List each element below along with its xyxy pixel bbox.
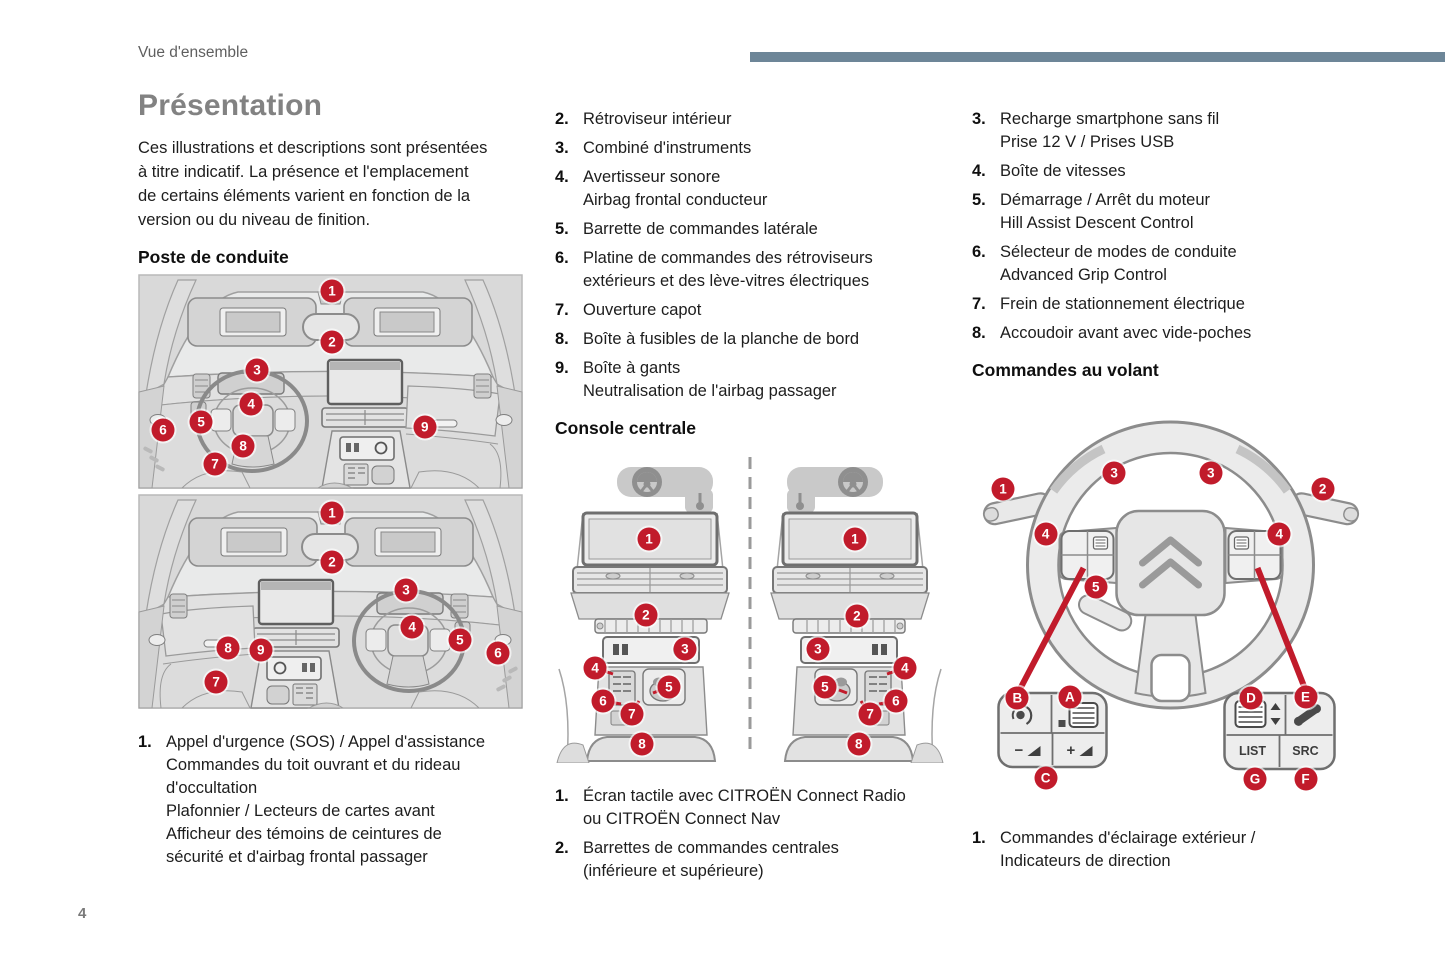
callout-2: 2 — [845, 605, 868, 628]
item-number: 1. — [138, 733, 152, 751]
list-item — [972, 241, 1375, 287]
page-number: 4 — [78, 905, 87, 922]
item-number: 5. — [555, 220, 569, 238]
list-item — [555, 299, 945, 322]
callout-8: 8 — [847, 732, 870, 755]
item-text: Écran tactile avec CITROËN Connect Radio ou CITROËN Connect Nav — [583, 787, 906, 828]
callout-5: 5 — [448, 628, 471, 651]
section-heading-console-centrale: Console centrale — [555, 418, 697, 438]
list-item — [555, 247, 945, 293]
callout-1: 1 — [843, 527, 866, 550]
callout-F: F — [1294, 768, 1317, 791]
callout-2: 2 — [321, 550, 344, 573]
callout-7: 7 — [859, 703, 882, 726]
callout-D: D — [1239, 686, 1262, 709]
item-text: Barrette de commandes latérale — [583, 220, 818, 238]
callout-A: A — [1058, 686, 1081, 709]
callout-2: 2 — [321, 330, 344, 353]
callout-1: 1 — [321, 279, 344, 302]
illustration-steering-wheel — [972, 393, 1370, 805]
text-line: à titre indicatif. La présence et l'emplacement — [138, 163, 469, 181]
item-text: Démarrage / Arrêt du moteur Hill Assist Descent Control — [1000, 191, 1211, 232]
item-number: 8. — [972, 324, 986, 342]
volant-list-item-1 — [972, 819, 1375, 873]
console-drawing — [555, 451, 945, 763]
item-text: Boîte de vitesses — [1000, 162, 1126, 180]
item-text: Platine de commandes des rétroviseurs extérieurs et des lève-vitres électriques — [583, 249, 873, 290]
list-item — [555, 166, 945, 212]
list-item — [138, 731, 530, 869]
callout-1: 1 — [992, 477, 1015, 500]
poste-list-items-2-9 — [555, 100, 945, 403]
list-item — [972, 322, 1375, 345]
item-number: 2. — [555, 110, 569, 128]
text-line: de certains éléments varient en fonction de la — [138, 187, 471, 205]
text-line: version ou du niveau de finition. — [138, 211, 371, 229]
text-line: Ces illustrations et descriptions sont présentées — [138, 139, 488, 157]
column-right — [972, 100, 1375, 879]
list-item — [555, 328, 945, 351]
list-item — [555, 837, 945, 883]
item-number: 4. — [972, 162, 986, 180]
item-number: 7. — [972, 295, 986, 313]
item-number: 9. — [555, 359, 569, 377]
list-item — [972, 160, 1375, 183]
console-list-items-1-2 — [555, 777, 945, 883]
callout-6: 6 — [591, 689, 614, 712]
list-button-label: LIST — [1238, 744, 1267, 758]
callout-3: 3 — [394, 579, 417, 602]
callout-6: 6 — [486, 642, 509, 665]
item-text: Boîte à gants Neutralisation de l'airbag passager — [583, 359, 837, 400]
item-text: Barrettes de commandes centrales (inférieure et supérieure) — [583, 839, 839, 880]
callout-8: 8 — [217, 636, 240, 659]
list-item — [555, 137, 945, 160]
item-text: Ouverture capot — [583, 301, 702, 319]
illustration-dashboard-rhd — [138, 494, 523, 709]
callout-4: 4 — [401, 616, 424, 639]
item-number: 5. — [972, 191, 986, 209]
list-item — [555, 785, 945, 831]
callout-3: 3 — [806, 638, 829, 661]
intro-text — [138, 136, 530, 232]
item-text: Commandes d'éclairage extérieur / Indicateurs de direction — [1000, 829, 1256, 870]
callout-9: 9 — [413, 416, 436, 439]
item-number: 2. — [555, 839, 569, 857]
dashboard-drawing-mirrored — [138, 494, 523, 709]
callout-3: 3 — [673, 638, 696, 661]
item-text: Sélecteur de modes de conduite Advanced Grip Control — [1000, 243, 1237, 284]
console-list-items-3-8 — [972, 100, 1375, 345]
section-heading-commandes-au-volant: Commandes au volant — [972, 360, 1159, 380]
section-heading-poste-de-conduite: Poste de conduite — [138, 247, 289, 267]
svg-text:−: − — [1014, 742, 1024, 759]
list-item — [972, 189, 1375, 235]
item-text: Frein de stationnement électrique — [1000, 295, 1245, 313]
callout-7: 7 — [620, 703, 643, 726]
src-button-label: SRC — [1292, 744, 1319, 758]
callout-6: 6 — [884, 689, 907, 712]
callout-C: C — [1034, 766, 1057, 789]
callout-2: 2 — [634, 604, 657, 627]
callout-4: 4 — [584, 657, 607, 680]
column-middle — [555, 100, 945, 889]
page-title: Présentation — [138, 89, 323, 122]
item-number: 6. — [972, 243, 986, 261]
item-text: Boîte à fusibles de la planche de bord — [583, 330, 860, 348]
callout-7: 7 — [205, 670, 228, 693]
column-left — [138, 88, 530, 875]
item-number: 1. — [555, 787, 569, 805]
item-text: Recharge smartphone sans fil Prise 12 V / Prises USB — [1000, 110, 1220, 151]
callout-6: 6 — [152, 419, 175, 442]
item-text: Accoudoir avant avec vide-poches — [1000, 324, 1252, 342]
callout-8: 8 — [232, 435, 255, 458]
item-number: 8. — [555, 330, 569, 348]
item-text: Appel d'urgence (SOS) / Appel d'assistance Commandes du toit ouvrant et du rideau d'occultation Plafonnier / Lecteurs de cartes avant Afficheur des témoins de ceintures de sécurité et d'airbag frontal passager — [166, 733, 486, 866]
callout-4: 4 — [1268, 522, 1291, 545]
callout-3: 3 — [1103, 461, 1126, 484]
callout-B: B — [1006, 686, 1029, 709]
item-number: 1. — [972, 829, 986, 847]
callout-4: 4 — [240, 393, 263, 416]
callout-9: 9 — [249, 639, 272, 662]
callout-5: 5 — [1084, 576, 1107, 599]
callout-1: 1 — [637, 527, 660, 550]
item-number: 3. — [555, 139, 569, 157]
poste-list-item-1 — [138, 723, 530, 869]
list-item — [555, 108, 945, 131]
callout-5: 5 — [813, 675, 836, 698]
callout-4: 4 — [1034, 522, 1057, 545]
callout-G: G — [1243, 768, 1266, 791]
callout-7: 7 — [204, 453, 227, 476]
breadcrumb: Vue d'ensemble — [138, 44, 249, 61]
steering-wheel-drawing — [972, 393, 1370, 805]
list-item — [972, 293, 1375, 316]
callout-4: 4 — [893, 657, 916, 680]
item-number: 7. — [555, 301, 569, 319]
list-item — [555, 218, 945, 241]
callout-5: 5 — [657, 675, 680, 698]
list-item — [972, 108, 1375, 154]
item-number: 4. — [555, 168, 569, 186]
callout-5: 5 — [190, 410, 213, 433]
svg-text:+: + — [1066, 742, 1076, 759]
illustration-console-centrale — [555, 451, 945, 763]
callout-3: 3 — [1199, 461, 1222, 484]
illustration-dashboard-lhd — [138, 274, 523, 489]
callout-1: 1 — [321, 501, 344, 524]
item-number: 3. — [972, 110, 986, 128]
item-text: Rétroviseur intérieur — [583, 110, 732, 128]
callout-3: 3 — [245, 359, 268, 382]
callout-8: 8 — [630, 732, 653, 755]
item-number: 6. — [555, 249, 569, 267]
dashboard-drawing — [138, 274, 523, 489]
list-item — [555, 357, 945, 403]
header-rule-bar — [750, 52, 1445, 62]
item-text: Combiné d'instruments — [583, 139, 752, 157]
list-item — [972, 827, 1375, 873]
callout-E: E — [1294, 686, 1317, 709]
item-text: Avertisseur sonore Airbag frontal conducteur — [583, 168, 768, 209]
callout-2: 2 — [1311, 477, 1334, 500]
